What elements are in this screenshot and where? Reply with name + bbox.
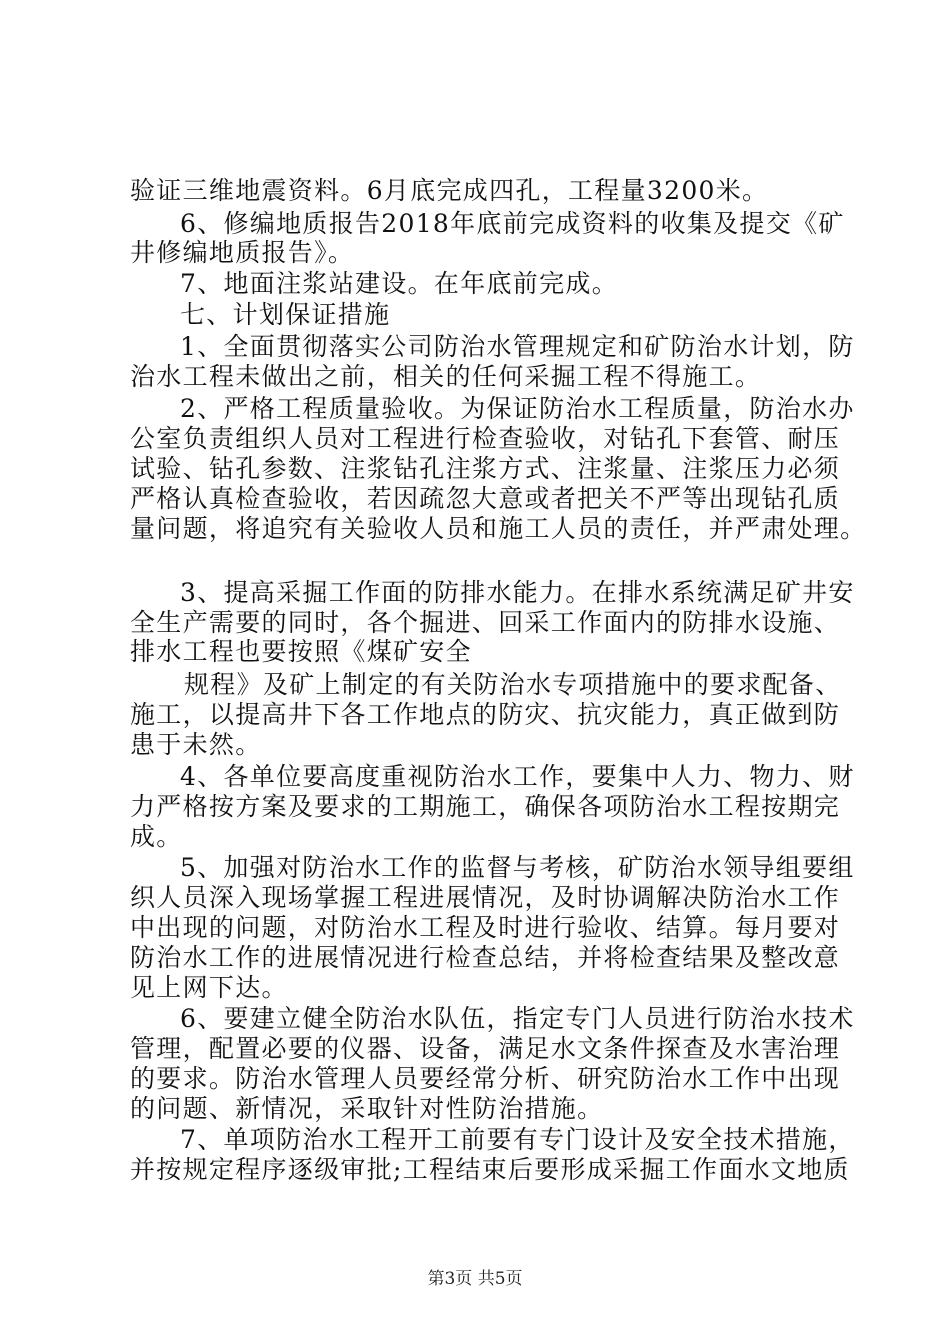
text-line: 的要求。防治水管理人员要经常分析、研究防治水工作中出现: [130, 1064, 841, 1093]
text-line: 公室负责组织人员对工程进行检查验收，对钻孔下套管、耐压: [130, 424, 841, 453]
text-line: 见上网下达。: [130, 973, 288, 1002]
text-line: 排水工程也要按照《煤矿安全: [130, 637, 472, 666]
text-line: 中出现的问题，对防治水工程及时进行验收、结算。每月要对: [130, 913, 841, 942]
text-line: 验证三维地震资料。6月底完成四孔，工程量3200米。: [130, 176, 769, 205]
text-line: 管理，配置必要的仪器、设备，满足水文条件探查及水害治理: [130, 1034, 841, 1063]
text-line: 成。: [130, 822, 183, 851]
text-line: 并按规定程序逐级审批;工程结束后要形成采掘工作面水文地质: [130, 1155, 850, 1184]
text-line: 7、单项防治水工程开工前要有专门设计及安全技术措施，: [180, 1125, 855, 1154]
text-line: 织人员深入现场掌握工程进展情况，及时协调解决防治水工作: [130, 883, 841, 912]
text-line: 量问题，将追究有关验收人员和施工人员的责任，并严肃处理。: [130, 514, 867, 543]
text-line: 严格认真检查验收，若因疏忽大意或者把关不严等出现钻孔质: [130, 484, 841, 513]
text-line: 井修编地质报告》。: [130, 238, 355, 267]
text-line: 施工，以提高井下各工作地点的防灾、抗灾能力，真正做到防: [130, 700, 841, 729]
text-line: 6、修编地质报告2018年底前完成资料的收集及提交《矿: [180, 209, 845, 238]
text-line: 治水工程未做出之前，相关的任何采掘工程不得施工。: [130, 362, 762, 391]
text-line: 防治水工作的进展情况进行检查总结，并将检查结果及整改意: [130, 943, 841, 972]
text-line: 4、各单位要高度重视防治水工作，要集中人力、物力、财: [180, 762, 855, 791]
text-line: 试验、钻孔参数、注浆钻孔注浆方式、注浆量、注浆压力必须: [130, 454, 841, 483]
text-line: 规程》及矿上制定的有关防治水专项措施中的要求配备、: [184, 670, 842, 699]
section-heading: 七、计划保证措施: [180, 300, 391, 329]
text-line: 患于未然。: [130, 730, 262, 759]
text-line: 1、全面贯彻落实公司防治水管理规定和矿防治水计划，防: [180, 332, 855, 361]
text-line: 7、地面注浆站建设。在年底前完成。: [180, 269, 619, 298]
page-number-footer: 第3页 共5页: [427, 1269, 523, 1289]
text-line: 全生产需要的同时，各个掘进、回采工作面内的防排水设施、: [130, 608, 841, 637]
text-line: 5、加强对防治水工作的监督与考核，矿防治水领导组要组: [180, 853, 855, 882]
text-line: 3、提高采掘工作面的防排水能力。在排水系统满足矿井安: [180, 578, 855, 607]
text-line: 力严格按方案及要求的工期施工，确保各项防治水工程按期完: [130, 792, 841, 821]
text-line: 的问题、新情况，采取针对性防治措施。: [130, 1094, 604, 1123]
text-line: 6、要建立健全防治水队伍，指定专门人员进行防治水技术: [180, 1004, 855, 1033]
text-line: 2、严格工程质量验收。为保证防治水工程质量，防治水办: [180, 394, 855, 423]
